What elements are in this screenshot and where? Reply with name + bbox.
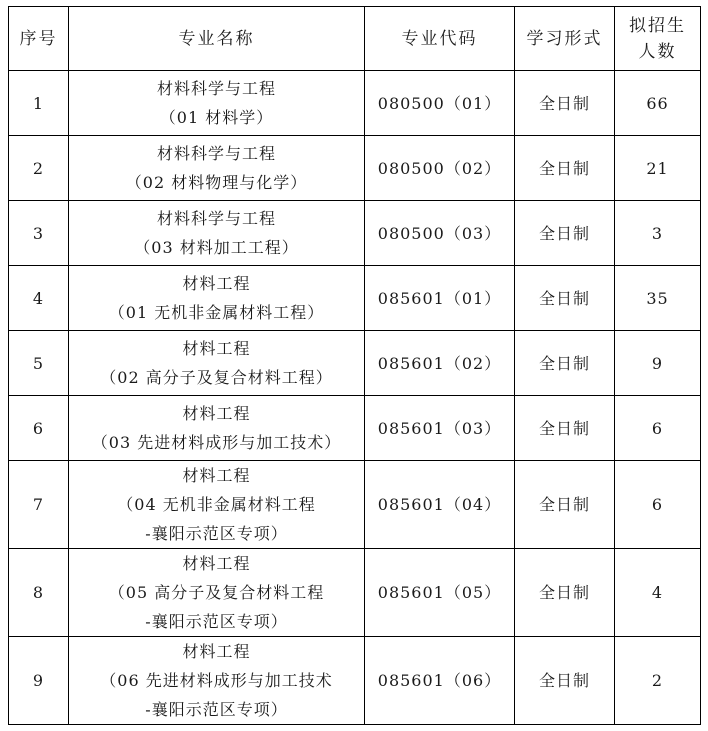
major-name-line: -襄阳示范区专项） (145, 524, 288, 543)
row-study-mode: 全日制 (515, 637, 615, 725)
row-major-name (69, 331, 365, 396)
row-index: 7 (9, 461, 69, 549)
major-name-line: （03 材料加工工程） (134, 238, 299, 257)
row-index: 4 (9, 266, 69, 331)
major-name-line: （01 无机非金属材料工程） (108, 303, 325, 322)
row-study-mode: 全日制 (515, 266, 615, 331)
major-name-line: （02 材料物理与化学） (125, 173, 308, 192)
major-name-line: （05 高分子及复合材料工程 (108, 583, 325, 602)
header-study-mode: 学习形式 (515, 7, 615, 71)
header-enrollment-line1: 拟招生 (629, 15, 686, 36)
major-name-line: （06 先进材料成形与加工技术 (100, 671, 333, 690)
header-row (9, 7, 701, 71)
enrollment-table (8, 6, 701, 725)
row-index: 1 (9, 71, 69, 136)
major-name-line: 材料工程 (182, 274, 251, 293)
header-major-name: 专业名称 (69, 7, 365, 71)
row-major-code: 085601（04） (365, 461, 515, 549)
table-row (9, 637, 701, 725)
row-major-name (69, 201, 365, 266)
row-major-name (69, 266, 365, 331)
row-major-code: 085601（06） (365, 637, 515, 725)
row-major-code: 085601（02） (365, 331, 515, 396)
row-study-mode: 全日制 (515, 71, 615, 136)
row-index: 3 (9, 201, 69, 266)
row-index: 5 (9, 331, 69, 396)
row-study-mode: 全日制 (515, 549, 615, 637)
table-row (9, 71, 701, 136)
major-name-line: -襄阳示范区专项） (145, 700, 288, 719)
major-name-line: （03 先进材料成形与加工技术） (91, 433, 342, 452)
row-enrollment-count: 6 (615, 396, 701, 461)
major-name-line: 材料科学与工程 (156, 144, 276, 163)
row-major-code: 080500（01） (365, 71, 515, 136)
row-enrollment-count: 9 (615, 331, 701, 396)
major-name-line: 材料工程 (182, 466, 251, 485)
row-index: 6 (9, 396, 69, 461)
row-study-mode: 全日制 (515, 461, 615, 549)
row-major-name (69, 461, 365, 549)
major-name-line: 材料工程 (182, 554, 251, 573)
major-name-line: 材料工程 (182, 404, 251, 423)
row-index: 2 (9, 136, 69, 201)
table-row (9, 461, 701, 549)
row-enrollment-count: 6 (615, 461, 701, 549)
row-major-code: 085601（05） (365, 549, 515, 637)
row-enrollment-count: 21 (615, 136, 701, 201)
major-name-line: 材料工程 (182, 339, 251, 358)
row-major-name (69, 71, 365, 136)
row-enrollment-count: 3 (615, 201, 701, 266)
major-name-line: -襄阳示范区专项） (145, 612, 288, 631)
major-name-line: （04 无机非金属材料工程 (117, 495, 316, 514)
row-enrollment-count: 35 (615, 266, 701, 331)
row-major-name (69, 396, 365, 461)
table-row (9, 136, 701, 201)
major-name-line: （02 高分子及复合材料工程） (100, 368, 333, 387)
major-name-line: 材料科学与工程 (156, 209, 276, 228)
table-row (9, 201, 701, 266)
row-enrollment-count: 4 (615, 549, 701, 637)
table-row (9, 266, 701, 331)
table-row (9, 396, 701, 461)
table-row (9, 549, 701, 637)
table-row (9, 331, 701, 396)
row-major-code: 080500（03） (365, 201, 515, 266)
row-study-mode: 全日制 (515, 396, 615, 461)
row-study-mode: 全日制 (515, 201, 615, 266)
row-major-code: 085601（03） (365, 396, 515, 461)
row-enrollment-count: 66 (615, 71, 701, 136)
major-name-line: （01 材料学） (159, 108, 274, 127)
header-index: 序号 (9, 7, 69, 71)
row-index: 9 (9, 637, 69, 725)
header-enrollment-line2: 人数 (638, 41, 677, 62)
row-index: 8 (9, 549, 69, 637)
major-name-line: 材料科学与工程 (156, 79, 276, 98)
header-enrollment (615, 7, 701, 71)
row-major-name (69, 549, 365, 637)
header-major-code: 专业代码 (365, 7, 515, 71)
row-major-name (69, 136, 365, 201)
row-enrollment-count: 2 (615, 637, 701, 725)
row-study-mode: 全日制 (515, 136, 615, 201)
row-major-name (69, 637, 365, 725)
row-major-code: 080500（02） (365, 136, 515, 201)
row-study-mode: 全日制 (515, 331, 615, 396)
row-major-code: 085601（01） (365, 266, 515, 331)
major-name-line: 材料工程 (182, 642, 251, 661)
